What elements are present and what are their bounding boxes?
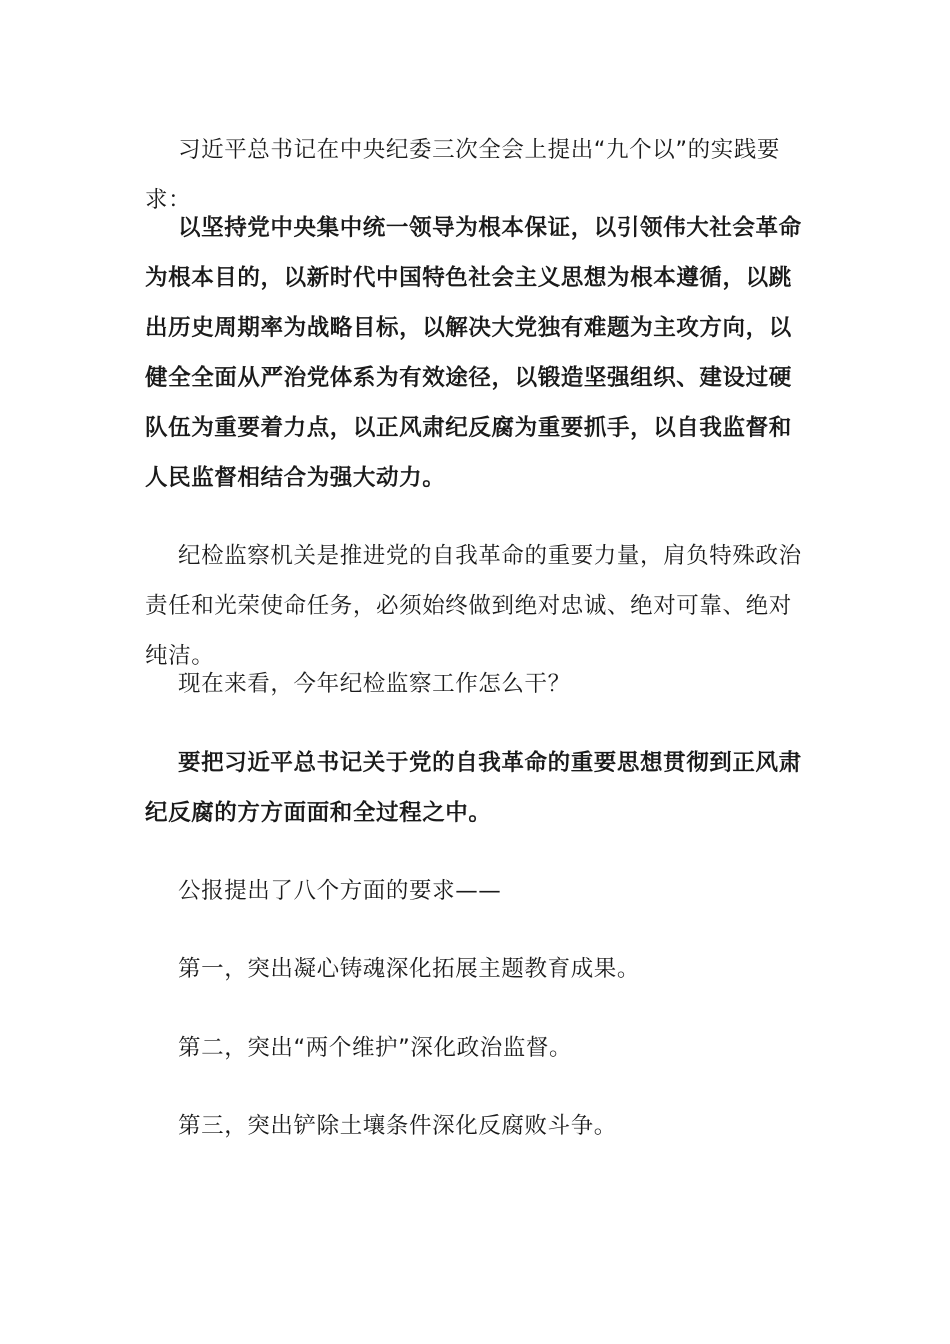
paragraph-communique: 公报提出了八个方面的要求—— — [178, 878, 502, 904]
paragraph-intro: 习近平总书记在中央纪委三次全会上提出“九个以”的实践要求： — [145, 137, 781, 213]
paragraph-answer: 要把习近平总书记关于党的自我革命的重要思想贯彻到正风肃纪反腐的方方面面和全过程之中。 — [145, 750, 802, 826]
paragraph-second: 第二，突出“两个维护”深化政治监督。 — [178, 1035, 573, 1061]
paragraph-organs: 纪检监察机关是推进党的自我革命的重要力量，肩负特殊政治责任和光荣使命任务，必须始终做到绝对忠诚、绝对可靠、绝对纯洁。 — [145, 543, 802, 669]
paragraph-nine-points: 以坚持党中央集中统一领导为根本保证，以引领伟大社会革命为根本目的，以新时代中国特色社会主义思想为根本遵循，以跳出历史周期率为战略目标，以解决大党独有难题为主攻方向，以健全全面从严治党体系为有效途径，以锻造坚强组织、建设过硬队伍为重要着力点，以正风肃纪反腐为重要抓手，以自我监督和人民监督相结合为强大动力。 — [145, 215, 802, 491]
paragraph-third: 第三，突出铲除土壤条件深化反腐败斗争。 — [178, 1113, 617, 1139]
paragraph-question: 现在来看，今年纪检监察工作怎么干？ — [178, 671, 571, 697]
paragraph-first: 第一，突出凝心铸魂深化拓展主题教育成果。 — [178, 956, 641, 982]
